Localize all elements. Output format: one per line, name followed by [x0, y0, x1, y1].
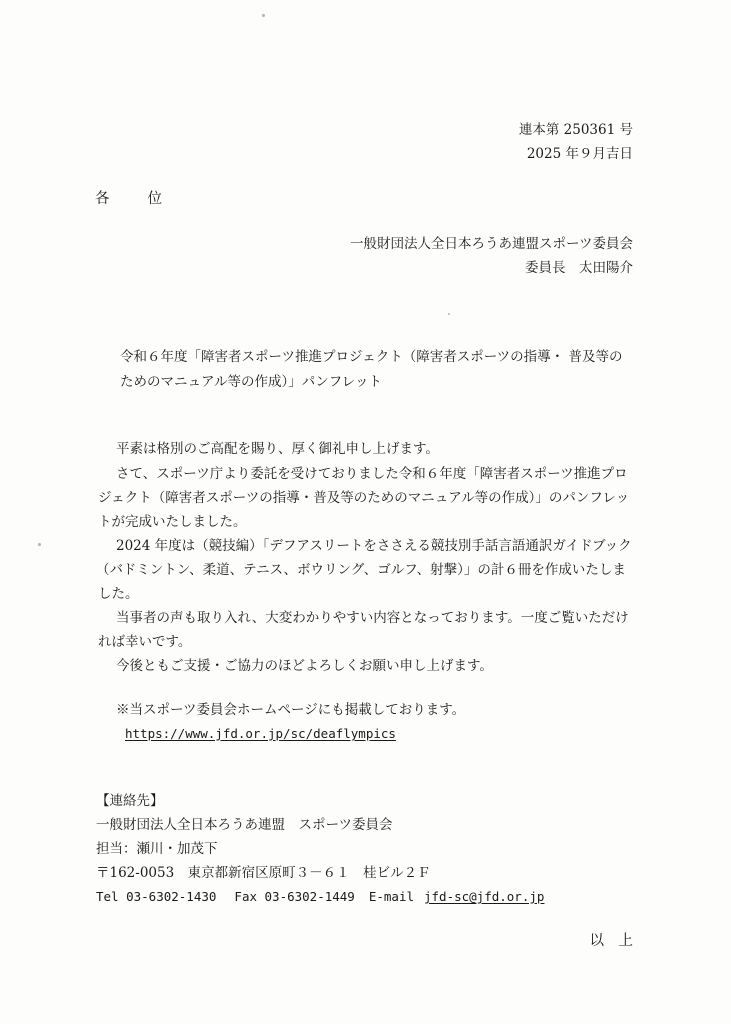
- website-note: ※当スポーツ委員会ホームページにも掲載しております。: [116, 702, 466, 718]
- body-line: 平素は格別のご高配を賜り、厚く御礼申し上げます。: [116, 441, 439, 457]
- website-link[interactable]: https://www.jfd.or.jp/sc/deaflympics: [125, 726, 396, 741]
- sender-organization: 一般財団法人全日本ろうあ連盟スポーツ委員会: [350, 236, 633, 252]
- closing-mark: 以 上: [589, 933, 633, 949]
- contact-address: 〒162-0053 東京都新宿区原町３－６１ 桂ビル２Ｆ: [96, 865, 431, 881]
- sender-chairperson: 委員長 太田陽介: [525, 260, 633, 276]
- body-line: 2024 年度は（競技編）「デフアスリートをささえる競技別手話言語通訳ガイドブック: [116, 538, 632, 554]
- body-line: 当事者の声も取り入れ、大変わかりやすい内容となっております。一度ご覧いただけ: [116, 610, 629, 626]
- scan-speck: [38, 543, 41, 546]
- document-date: 2025 年９月吉日: [526, 146, 633, 162]
- contact-heading: 【連絡先】: [96, 793, 164, 809]
- body-line: ジェクト（障害者スポーツの指導・普及等のためのマニュアル等の作成）」のパンフレッ: [98, 490, 630, 506]
- contact-fax: Fax 03-6302-1449: [234, 889, 355, 904]
- subject-line-2: ためのマニュアル等の作成）」パンフレット: [120, 374, 383, 390]
- subject-line-1: 令和６年度「障害者スポーツ推進プロジェクト（障害者スポーツの指導・ 普及等の: [120, 349, 623, 365]
- contact-email-label: E-mail: [368, 889, 414, 904]
- body-line: 今後ともご支援・ご協力のほどよろしくお願い申し上げます。: [116, 658, 493, 674]
- contact-email-link[interactable]: jfd-sc@jfd.or.jp: [424, 889, 545, 904]
- addressee: [95, 188, 162, 210]
- addressee-label-b: 位: [147, 191, 162, 207]
- body-line: さて、スポーツ庁より委託を受けておりました令和６年度「障害者スポーツ推進プロ: [116, 466, 628, 482]
- document-number: 連本第 250361 号: [518, 122, 633, 138]
- body-line: （バドミントン、柔道、テニス、ボウリング、ゴルフ、射撃）」の計６冊を作成いたしま: [96, 562, 626, 578]
- body-line: トが完成いたしました。: [98, 514, 247, 530]
- scan-speck: [262, 14, 265, 17]
- contact-tel: Tel 03-6302-1430: [96, 889, 217, 904]
- body-line: した。: [98, 586, 139, 602]
- addressee-label-a: 各: [95, 191, 110, 207]
- scan-speck: [448, 313, 450, 315]
- contact-organization: 一般財団法人全日本ろうあ連盟 スポーツ委員会: [96, 817, 393, 833]
- contact-numbers: [96, 886, 544, 908]
- contact-person: 担当：瀬川・加茂下: [96, 841, 218, 857]
- body-line: れば幸いです。: [98, 634, 192, 650]
